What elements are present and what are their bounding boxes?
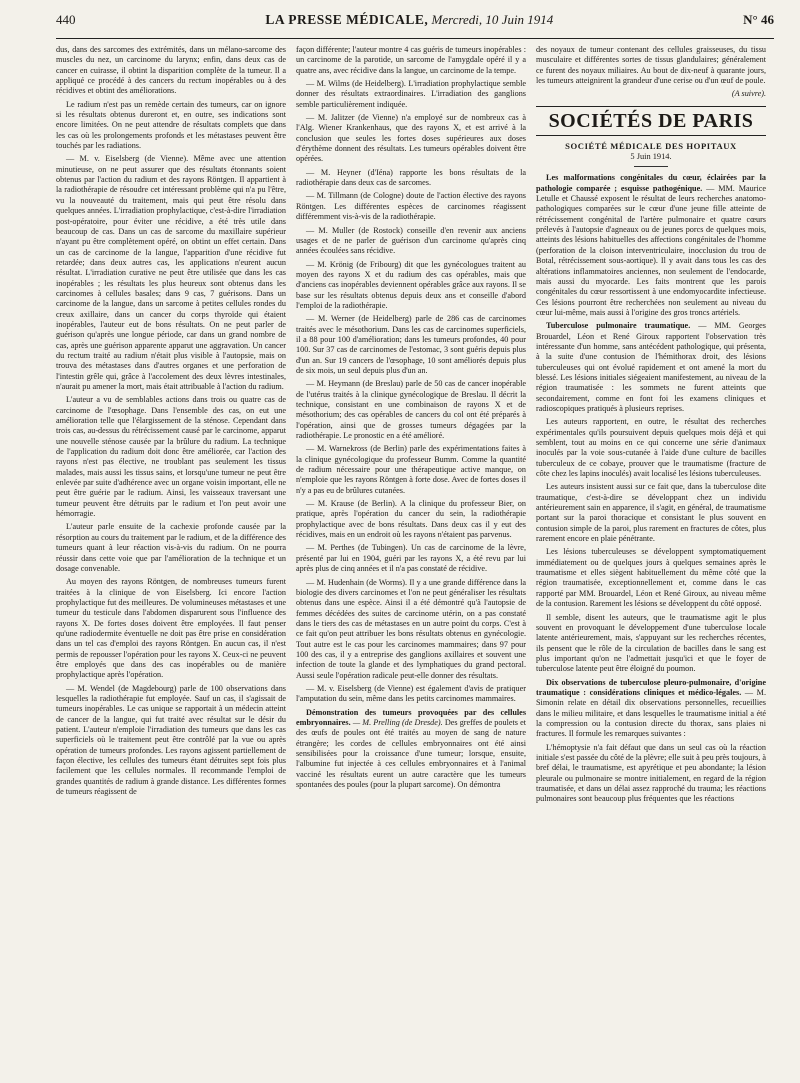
paragraph [536, 321, 766, 414]
issue-number: N° 46 [743, 12, 774, 27]
page-header [56, 12, 774, 34]
paragraph: L'auteur a vu de semblables actions dans trois ou quatre cas de carcinome de l'œsophage. Dans l'ensemble des cas, on eut une amélioration telle que l'élargissement de la sténose. Cependant dans trois cas, au-dessus du rétrécissement causé par le carcinome, apparut une nouvelle sténose causée par la brûlure du radium. La technique de l'application du radium doit donc être améliorée, car l'action des rayons n'est pas élective, ne troublant pas seulement les tissus malades, mais aussi les tissus sains, et lorsqu'une tumeur ne peut être enlevée par suite d'adhérence avec un organe voisin important, elle ne peut être guérie par le radium. Ainsi, les vaisseaux traversant une tumeur peuvent être détruits par le radium et l'on peut avoir une hémorragie. [56, 395, 286, 519]
issue-date: Mercredi, 10 Juin 1914 [431, 12, 554, 27]
paragraph [536, 173, 766, 318]
paragraph: — M. Tillmann (de Cologne) doute de l'action élective des rayons Röntgen. Les différentes espèces de carcinomes réagissent différemment vis-à-vis de la radiothérapie. [296, 191, 526, 222]
paragraph-text: — M. Simonin relate en détail dix observations personnelles, recueillies dans le milieu militaire, et dans lesquelles le traumatisme initial a été la compression ou la contusion directe du thorax, sans plaies ni fractures. Il formule les remarques suivantes : [536, 687, 766, 739]
paragraph: des noyaux de tumeur contenant des cellules graisseuses, du tissu musculaire et différentes sortes de tissus glandulaires; généralement ce furent des noyaux miliaires. Au bout de dix-neuf à quarante jours, les tumeurs atteignirent la grandeur d'une cerise ou d'un œuf de poule. [536, 45, 766, 86]
paragraph-text: Des greffes de poulets et des œufs de poules ont été traités au moyen de sang de nature étrangère; les cordes de cellules embryonnaires ont été ainsi sensibilisées pour la croissance d'une tumeur; lorsque, ensuite, l'albumine fut injectée à ces cellules embryonnaires et à l'animal vacciné les résultats eurent un autre caractère que les tumeurs spontanées des poules (pour la plupart sarcome). On démontra [296, 717, 526, 790]
paragraph: Les auteurs insistent aussi sur ce fait que, dans la tuberculose dite traumatique, c'est-à-dire se développant chez un individu antérieurement sain en apparence, il s'agit, en général, de traumatisme portant sur la paroi thoracique et consistant le plus souvent en contusion simple de la paroi, plus rarement en fractures de côtes, plus rarement encore en plaie pénétrante. [536, 482, 766, 544]
paragraph: — M. Jalitzer (de Vienne) n'a employé sur de nombreux cas à l'Alg. Wiener Krankenhaus, que des rayons X, et est arrivé à la conclusion que seules les fortes doses supérieures aux doses d'érythème donnent des résultats. Les tumeurs opérables doivent être opérées. [296, 113, 526, 164]
paragraph: façon différente; l'auteur montre 4 cas guéris de tumeurs inopérables : un carcinome de la parotide, un sarcome de l'amygdale opéré il y a quatre ans, avec récidive dans la langue, un carcinome de la tempe. [296, 45, 526, 75]
paragraph: Le radium n'est pas un remède certain des tumeurs, car on ignore si les résultats obtenus dureront et, en outre, ses indications sont encore limitées. On ne peut attendre de résultats complets que dans les cas où les prolongements profonds et les métastases peuvent être touchés par les radiations. [56, 99, 286, 151]
paragraph-lead: Tuberculose pulmonaire traumatique. [546, 321, 691, 331]
paragraph [536, 678, 766, 740]
to-be-continued: (A suivre). [731, 89, 766, 99]
masthead [265, 12, 553, 28]
header-rule [56, 38, 774, 39]
paragraph-lead: Démonstration des tumeurs provoquées par des cellules embryonnaires. [296, 707, 526, 727]
column-3 [536, 45, 766, 1083]
paragraph: — M. Werner (de Heidelberg) parle de 286 cas de carcinomes traités avec le mésothorium. Dans les cas de carcinomes superficiels, il a 88 pour 100 d'amélioration; dans les tumeurs profondes, 40 pour 100. Sur 37 cas de carcinomes de l'estomac, 3 sont guéris depuis plus d'un an. Sur 19 cancers de l'œsophage, 10 sont améliorés depuis plus de six mois, un seul depuis plus d'un an. [296, 314, 526, 375]
paragraph-lead: Les malformations congénitales du cœur, éclairées par la pathologie comparée ; esquisse pathogénique. [536, 173, 766, 193]
paragraph-text: — MM. Maurice Letulle et Chaussé exposent le résultat de leurs recherches anatomo-pathologiques comparées sur le cœur d'une jeune fille atteinte de rétrécissement congénital de l'artère pulmonaire et quatre cœurs prélevés à l'autopsie d'agneaux ou de jeunes porcs de quelques mois, atteints des lésions habituelles des affections congénitales de l'homme (perforation de la cloison interventriculaire, inocclusion du trou de Botal, rétrécissement sous-aortique). Il y avait dans tous les cas des altérations inflammatoires anciennes, non seulement de l'endocarde, mais aussi du myocarde. Les faits montrent que les parois congénitales du cœur ressortissent à une endomyocardite infectieuse. Ces lésions pourront être recherchées non seulement au niveau du cœur lui-même, mais aussi à l'origine des gros troncs artériels. [536, 183, 766, 317]
paragraph: — M. Krause (de Berlin). A la clinique du professeur Bier, on pratique, après l'opération du cancer du sein, la radiothérapie prophylactique avec de bons résultats. Dans deux cas il y eut des récidives, mais en un endroit où les rayons n'étaient pas parvenus. [296, 499, 526, 540]
paragraph: dus, dans des sarcomes des extrémités, dans un mélano-sarcome des muscles du nez, un carcinome du larynx; enfin, dans deux cas de cancer en cuirasse, il obtint la disparition complète de la tumeur. Il a appliqué ce procédé à des cancers du rectum inopérables ou à des récidives et obtint des améliorations. [56, 45, 286, 96]
paragraph: — M. v. Eiselsberg (de Vienne) est également d'avis de pratiquer l'amputation du sein, même dans les petits carcinomes mammaires. [296, 683, 526, 704]
paragraph: — M. Hudenhain (de Worms). Il y a une grande différence dans la biologie des divers carcinomes et l'on ne peut généraliser les résultats obtenus dans une espèce. Ainsi il a été démontré qu'à l'autopsie de femmes décédées des suites de carcinome utérin, on a pas constaté dans le tiers des cas de métastases en un autre point du corps. C'est à ce fait qu'on peut attribuer les bons résultats obtenus en gynécologie. Tout autre est le cas pour les carcinomes mammaires; dans 97 pour 100 des cas, il y a entreprise des ganglions axillaires et souvent une infection de toute la glande et des lymphatiques du grand pectoral. Aussi seule l'opération radicale peut-elle donner des résultats. [296, 577, 526, 680]
paragraph: — M. Heymann (de Breslau) parle de 50 cas de cancer inopérable de l'utérus traités à la clinique gynécologique de Breslau. Il décrit la technique, consistant en une combinaison de rayons X et de mésothorium; des cas opérables de cancers du col ont été préparés à l'opération, ainsi que de grosses tumeurs dégagées par la radiothérapie. Le pronostic en a été amélioré. [296, 379, 526, 441]
columns [56, 45, 774, 1083]
paragraph-lead: Dix observations de tuberculose pleuro-pulmonaire, d'origine traumatique : considérations cliniques et médico-légales. [536, 677, 766, 697]
paragraph: — M. Wendel (de Magdebourg) parle de 100 observations dans lesquelles la radiothérapie fut employée. Sauf un cas, il s'agissait de tumeurs inopérables. Le cas unique se rapportait à un médecin atteint de cancer de la langue, qui fut traité avec résultat sur le désir du patient. L'auteur n'emploie l'irradiation des tumeurs que dans les cas superficiels où le traitement peut être contrôlé par la vue ou après opération de tumeurs profondes. Les rayons agissent partiellement de façon élective, les cellules des tumeurs étant détruites sept fois plus facilement que les cellules normales. Il recommande l'emploi de grandes quantités de radium à grande distance. Les différentes formes de tumeurs réagissent de [56, 683, 286, 797]
paragraph: Il semble, disent les auteurs, que le traumatisme agit le plus souvent en provoquant le développement d'une tuberculose locale latente antérieurement, mais, s'appuyant sur les recherches récentes, ils pensent que le rôle de la circulation de bacilles dans le sang est plus important qu'on ne l'admettait jusqu'ici et que le foyer de tuberculose latente peut être éloigné du poumon. [536, 612, 766, 674]
paragraph: — M. Warnekross (de Berlin) parle des expérimentations faites à la clinique gynécologique du professeur Bumm. Comme la quantité de radium nécessaire pour une thérapeutique active manque, on n'emploie que les rayons Röntgen à forte dose. Avec de fortes doses il n'y a pas eu de brûlures cutanées. [296, 444, 526, 495]
divider [634, 166, 668, 167]
paragraph [296, 708, 526, 791]
paragraph-text: — MM. Georges Brouardel, Léon et René Giroux rapportent l'observation très intéressante d'un homme, sans antécédent pathologique, qui présenta, à la suite d'une contusion de l'hémithorax droit, des lésions tuberculeuses qui ont évolué rapidement et ont amené la mort du blessé. Les lésions initiales siégeaient manifestement, au niveau de la région traumatisée : les sommets ne furent atteints que secondairement, comme en font foi les examens cliniques et radioscopiques pratiqués à plusieurs reprises. [536, 321, 766, 413]
paragraph: Les lésions tuberculeuses se développent symptomatiquement immédiatement ou de quelques jours à quelques semaines après le traumatisme et elles siègent habituellement du même côté que la région traumatisée, exceptionnellement et, comme dans le cas rapporté par MM. Brouardel, Léon et René Giroux, au niveau même de la contusion. Rarement les lésions se développent du côté opposé. [536, 547, 766, 609]
column-2 [296, 45, 526, 1083]
paragraph: — M. v. Eiselsberg (de Vienne). Même avec une attention minutieuse, on ne peut assurer que des résultats étonnants soient obtenus par l'action du radium et des rayons Röntgen. Il appartient à la radiothérapie de résoudre cet intéressant problème qui n'a pu l'être, vu la nouveauté du traitement, mais qui peut être résolu dans quelques années. L'irradiation prophylactique, c'est-à-dire l'irradiation post-opératoire, pour éviter une récidive, a été très utile dans beaucoup de cas. Dans un cas de sarcome du maxillaire supérieur n'ayant pu être complètement opéré, on obtint un effet certain. Dans un cas de carcinome de la langue, l'apparition d'une récidive fut retardée; dans deux autres cas, les applications n'eurent aucun résultat. L'irradiation curative ne peut être utilisée que dans les cas inopérables ; les résultats les plus heureux sont obtenus dans les carcinomes à cellules basales; dans 9 cas, 7 guérisons. Dans un carcinome de la langue, dans un sarcome à petites cellules rondes du creux axillaire, dans un cancer du corps thyroïde qui étaient inopérables, l'auteur eut de bons résultats. On ne peut parler de guérison qu'après une longue période, car dans un grand nombre de cas, après une guérison apparente apparut une aggravation. Un cancer du rectum traité au radium n'était plus visible à l'autopsie, mais on trouva des métastases dans d'autres organes et une perforation de l'intestin grêle qui, grâce à l'accolement des deux lèvres intestinales, n'aurait pu amener la mort, mais était attribuable à l'action du radium. [56, 154, 286, 391]
section-title: SOCIÉTÉS DE PARIS [536, 106, 766, 136]
society-date: 5 Juin 1914. [630, 152, 672, 162]
paragraph: — M. Muller (de Rostock) conseille d'en revenir aux anciens usages et de ne parler de guérison d'un carcinome qu'après cinq années écoulées sans récidive. [296, 225, 526, 256]
paragraph: — M. Perthes (de Tubingen). Un cas de carcinome de la lèvre, présenté par lui en 1904, guéri par les rayons X, a été revu par lui après plus de cinq années et il n'a pas constaté de récidive. [296, 543, 526, 574]
paragraph: — M. Krönig (de Fribourg) dit que les gynécologues traitent au moyen des rayons X et du radium des cas opérables, mais que d'anciens cas inopérables deviennent opérables grâce aux rayons. Il se base sur les résultats obtenus depuis deux ans et conseille d'abord l'emploi de la radiothérapie. [296, 259, 526, 310]
page-number: 440 [56, 12, 76, 27]
journal-title: LA PRESSE MÉDICALE, [265, 12, 429, 27]
paragraph: Les auteurs rapportent, en outre, le résultat des recherches expérimentales qu'ils poursuivent depuis quelques mois déjà et qui semblent, tout au moins en ce qui concerne une série d'animaux inoculés par la voie sous-cutanée à l'aide d'une culture de bacilles tuberculeux de ce cobaye, prouver que le traumatisme (fracture de côte chez les lapins inoculés) avait localisé les lésions tuberculeuses. [536, 417, 766, 479]
paragraph: L'auteur parle ensuite de la cachexie profonde causée par la résorption au cours du traitement par le radium, et de la différence des tumeurs quant à leur réaction vis-à-vis du radium. On ne pourra réussir dans cette voie que par l'amélioration de la technique et un dosage convenable. [56, 522, 286, 573]
paragraph: — M. Wilms (de Heidelberg). L'irradiation prophylactique semble donner des résultats extraordinaires. L'irradiation des ganglions semble particulièrement indiquée. [296, 79, 526, 109]
paragraph: Au moyen des rayons Röntgen, de nombreuses tumeurs furent traitées à la clinique de von Eiselsberg. Ici encore l'action prophylactique fut des meilleures. De volumineuses métastases et une tumeur du testicule dans l'abdomen disparurent sous l'influence des rayons X. De fortes doses doivent être employées. Il faut penser qu'une radiodermite éventuelle ne doit pas être prise en considération dans un tel cas d'emploi des rayons Röntgen. En aucun cas, il n'est permis de repousser l'opération pour les rayons X. Ceux-ci ne peuvent être employés que dans des cas inopérables ou de manière prophylactique après l'opération. [56, 577, 286, 680]
society-name: SOCIÉTÉ MÉDICALE DES HOPITAUX [565, 140, 737, 151]
column-1 [56, 45, 286, 1083]
paragraph-author: — M. Prelling (de Dresde). [352, 717, 443, 727]
paragraph: — M. Heyner (d'Iéna) rapporte les bons résultats de la radiothérapie dans deux cas de sarcomes. [296, 167, 526, 188]
paragraph: L'hémoptysie n'a fait défaut que dans un seul cas où la réaction initiale s'est passée du côté de la plèvre; elle suit à peu près toujours, à bref délai, le traumatisme, est apyrétique et peu abondante; la lésion pleurale ou pulmonaire se montre initialement, en regard de la région traumatisée, et dans un délai assez rapproché du trauma; les réactions pulmonaires sont beaucoup plus fréquentes que les réactions [536, 742, 766, 804]
